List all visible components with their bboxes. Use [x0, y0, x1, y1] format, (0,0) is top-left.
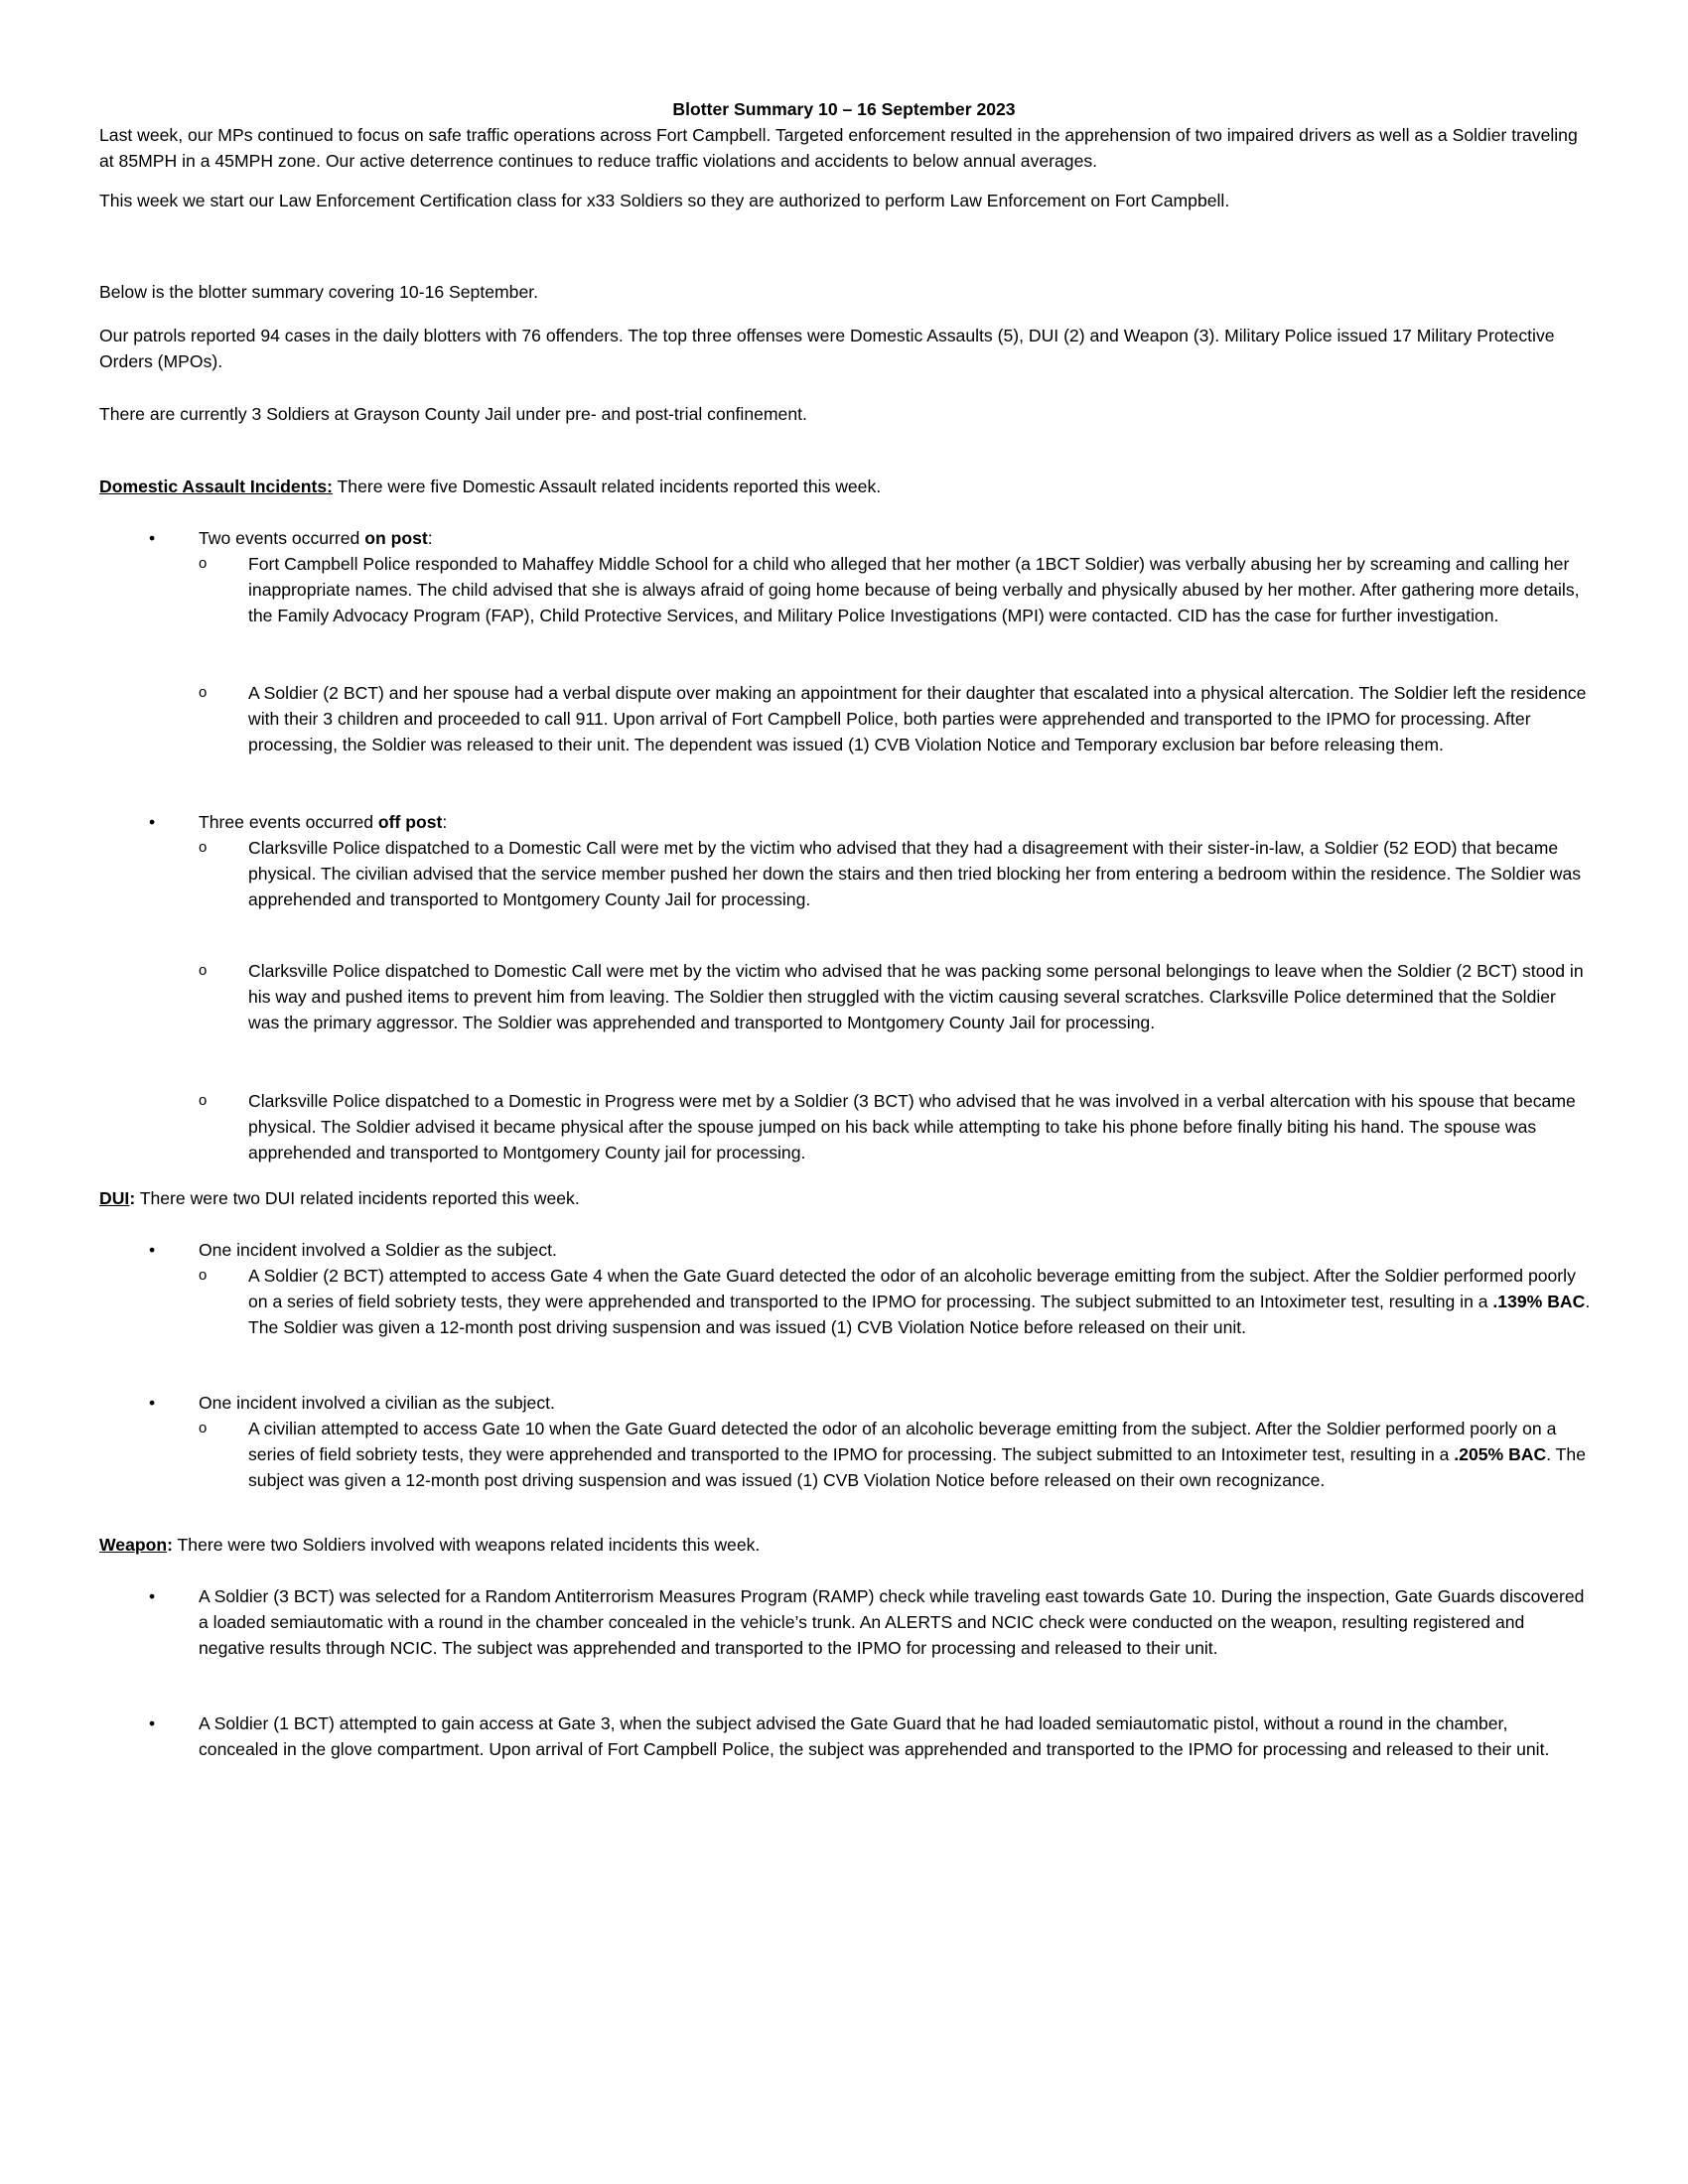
- sub-bullet-icon: o: [199, 1267, 208, 1284]
- dui-summary: There were two DUI related incidents reported this week.: [135, 1188, 580, 1208]
- list-item-text: A Soldier (1 BCT) attempted to gain access at Gate 3, when the subject advised the Gate Guard that he had loaded semiautomatic pistol, without a round in the chamber, concealed in the glove compartment. Upon arrival of Fort Campbell Police, the subject was apprehended and transported to the IPMO for processing and released to their unit.: [199, 1713, 1550, 1759]
- list-item-text: . The Soldier was given a 12-month post driving suspension and was issued (1) CVB Violation Notice before released on their unit.: [248, 1292, 1591, 1337]
- list-item-text: A Soldier (2 BCT) attempted to access Gate 4 when the Gate Guard detected the odor of an alcoholic beverage emitting from the subject. After the Soldier performed poorly on a series of field sobriety tests, they were apprehended and transported to the IPMO for processing. The subject submitted to an Intoximeter test, resulting in a: [248, 1266, 1576, 1311]
- intro-paragraph-confinement: There are currently 3 Soldiers at Grayson County Jail under pre- and post-trial confinement.: [99, 404, 807, 424]
- list-item-text: A Soldier (3 BCT) was selected for a Random Antiterrorism Measures Program (RAMP) check while traveling east towards Gate 10. During the inspection, Gate Guards discovered a loaded semiautomatic with a round in the chamber concealed in the vehicle’s trunk. An ALERTS and NCIC check were conducted on the weapon, resulting registered and negative results through NCIC. The subject was apprehended and transported to the IPMO for processing and released to their unit.: [199, 1586, 1585, 1658]
- bullet-icon: •: [149, 812, 156, 832]
- sub-bullet-icon: o: [199, 555, 208, 572]
- bac-value: .205% BAC: [1454, 1444, 1547, 1464]
- weapon-heading-colon: :: [167, 1535, 173, 1555]
- on-post-colon: :: [427, 528, 433, 548]
- domestic-on-post-item: [199, 680, 1591, 757]
- intro-paragraph-coverage: Below is the blotter summary covering 10-16 September.: [99, 282, 539, 302]
- off-post-intro: Three events occurred: [199, 812, 378, 832]
- on-post-label: on post: [364, 528, 428, 548]
- document-title: Blotter Summary 10 – 16 September 2023: [672, 99, 1016, 119]
- dui-section-heading: [99, 1185, 1589, 1211]
- sub-bullet-icon: o: [199, 1420, 208, 1436]
- list-item-text: . The subject was given a 12-month post driving suspension and was issued (1) CVB Violation Notice before released on their own recognizance.: [248, 1444, 1586, 1490]
- weapon-section-heading: [99, 1532, 1589, 1558]
- domestic-section-heading: [99, 474, 1589, 499]
- list-item-text: Clarksville Police dispatched to a Domestic in Progress were met by a Soldier (3 BCT) who advised that he was involved in a verbal altercation with his spouse that became physical. The Soldier advised it became physical after the spouse jumped on his back while attempting to take his phone before finally biting his hand. The spouse was apprehended and transported to Montgomery County jail for processing.: [248, 1091, 1576, 1162]
- sub-bullet-icon: o: [199, 684, 208, 701]
- intro-paragraph-statistics: Our patrols reported 94 cases in the daily blotters with 76 offenders. The top three offenses were Domestic Assaults (5), DUI (2) and Weapon (3). Military Police issued 17 Military Protective Orders (MPOs).: [99, 326, 1555, 371]
- list-item-text: Fort Campbell Police responded to Mahaffey Middle School for a child who alleged that her mother (a 1BCT Soldier) was verbally abusing her by screaming and calling her inappropriate names. The child advised that she is always afraid of going home because of being verbally and physically abused by her mother. After gathering more details, the Family Advocacy Program (FAP), Child Protective Services, and Military Police Investigations (MPI) were contacted. CID has the case for further investigation.: [248, 554, 1580, 625]
- weapon-summary: There were two Soldiers involved with weapons related incidents this week.: [172, 1535, 761, 1555]
- list-item-text: One incident involved a civilian as the subject.: [199, 1393, 555, 1413]
- domestic-off-post-item: [199, 958, 1591, 1035]
- domestic-summary: There were five Domestic Assault related incidents reported this week.: [332, 477, 882, 496]
- dui-soldier-item: [199, 1263, 1591, 1340]
- list-item-text: A Soldier (2 BCT) and her spouse had a verbal dispute over making an appointment for their daughter that escalated into a physical altercation. The Soldier left the residence with their 3 children and proceeded to call 911. Upon arrival of Fort Campbell Police, both parties were apprehended and transported to the IPMO for processing. After processing, the Soldier was released to their unit. The dependent was issued (1) CVB Violation Notice and Temporary exclusion bar before releasing them.: [248, 683, 1587, 754]
- list-item-text: Clarksville Police dispatched to a Domestic Call were met by the victim who advised that they had a disagreement with their sister-in-law, a Soldier (52 EOD) that became physical. The civilian advised that the service member pushed her down the stairs and then tried blocking her from entering a bedroom within the residence. The Soldier was apprehended and transported to Montgomery County Jail for processing.: [248, 838, 1582, 909]
- dui-heading-colon: :: [129, 1188, 136, 1208]
- domestic-off-post-item: [199, 835, 1591, 912]
- weapon-item: [149, 1583, 1589, 1661]
- domestic-off-post-item: [199, 1088, 1591, 1165]
- sub-bullet-icon: o: [199, 962, 208, 979]
- weapon-heading-label: Weapon: [99, 1535, 168, 1555]
- list-item-text: A civilian attempted to access Gate 10 when the Gate Guard detected the odor of an alcoholic beverage emitting from the subject. After the Soldier performed poorly on a series of field sobriety tests, they were apprehended and transported to the IPMO for processing. The subject submitted to an Intoximeter test, resulting in a: [248, 1419, 1557, 1464]
- domestic-on-post-bullet: [149, 525, 1589, 551]
- bullet-icon: •: [149, 1393, 156, 1413]
- domestic-off-post-bullet: [149, 809, 1589, 835]
- off-post-colon: :: [442, 812, 448, 832]
- dui-soldier-bullet: [149, 1237, 1589, 1263]
- dui-civilian-bullet: [149, 1390, 1589, 1416]
- domestic-on-post-item: [199, 551, 1591, 628]
- weapon-item: [149, 1710, 1589, 1762]
- on-post-intro: Two events occurred: [199, 528, 365, 548]
- dui-civilian-item: [199, 1416, 1591, 1493]
- bac-value: .139% BAC: [1492, 1292, 1586, 1311]
- sub-bullet-icon: o: [199, 839, 208, 856]
- bullet-icon: •: [149, 528, 156, 548]
- dui-heading-label: DUI: [99, 1188, 130, 1208]
- off-post-label: off post: [377, 812, 443, 832]
- intro-paragraph-certification: This week we start our Law Enforcement Certification class for x33 Soldiers so they are authorized to perform Law Enforcement on Fort Campbell.: [99, 191, 1230, 210]
- bullet-icon: •: [149, 1586, 156, 1606]
- sub-bullet-icon: o: [199, 1092, 208, 1109]
- intro-paragraph-traffic: Last week, our MPs continued to focus on safe traffic operations across Fort Campbell. Targeted enforcement resulted in the apprehension of two impaired drivers as well as a Soldier traveling at 85MPH in a 45MPH zone. Our active deterrence continues to reduce traffic violations and accidents to below annual averages.: [99, 125, 1578, 171]
- bullet-icon: •: [149, 1713, 156, 1733]
- list-item-text: One incident involved a Soldier as the subject.: [199, 1240, 557, 1260]
- list-item-text: Clarksville Police dispatched to Domestic Call were met by the victim who advised that he was packing some personal belongings to leave when the Soldier (2 BCT) stood in his way and pushed items to prevent him from leaving. The Soldier then struggled with the victim causing several scratches. Clarksville Police determined that the Soldier was the primary aggressor. The Soldier was apprehended and transported to Montgomery County Jail for processing.: [248, 961, 1584, 1032]
- domestic-heading-label: Domestic Assault Incidents:: [99, 477, 333, 496]
- bullet-icon: •: [149, 1240, 156, 1260]
